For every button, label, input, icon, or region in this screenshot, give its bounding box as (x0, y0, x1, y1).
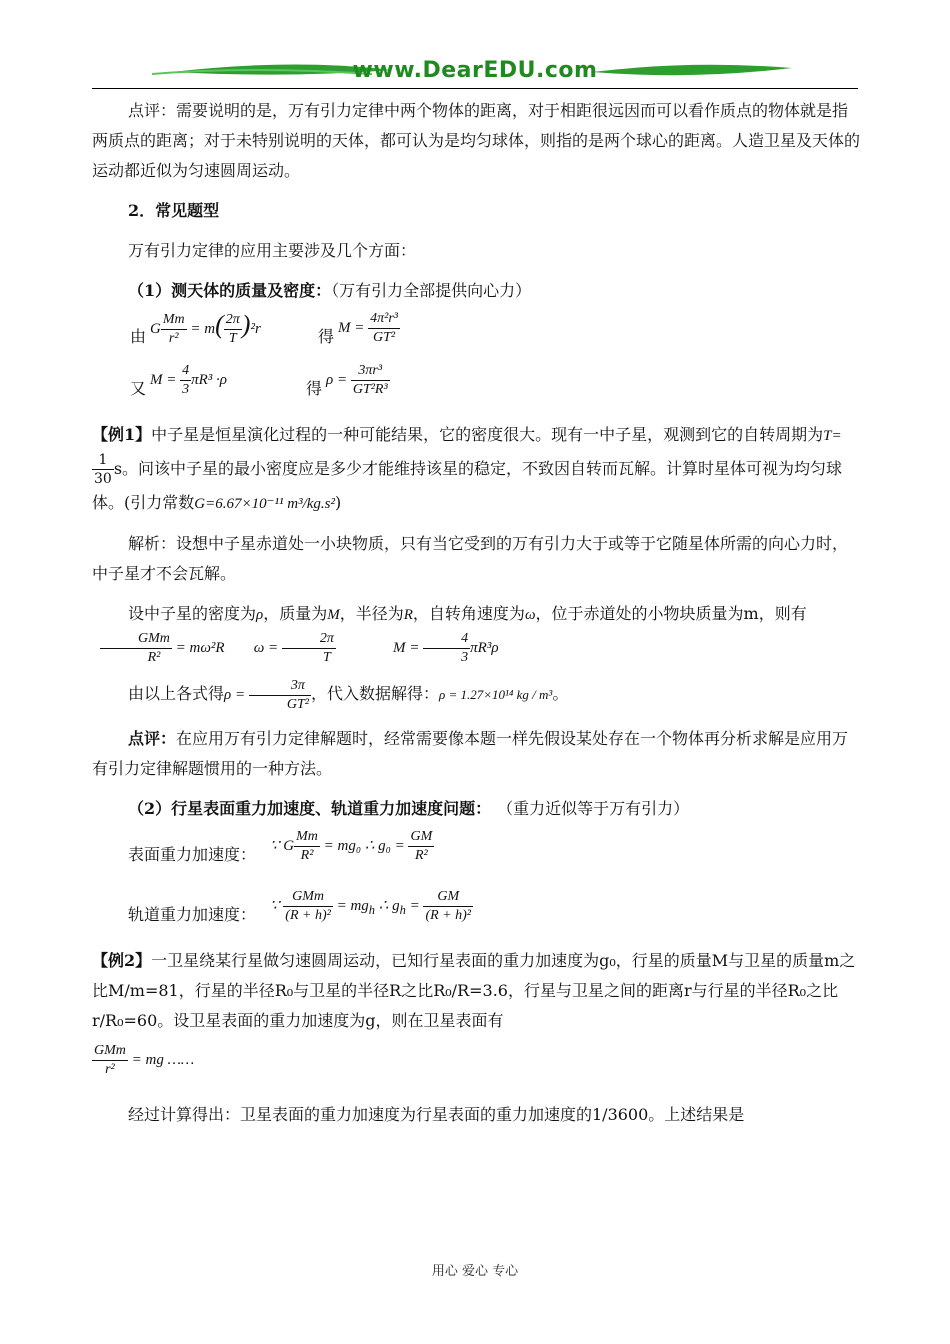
equation-example-2: $\frac{\text{GMm}}{\text{r²}}$ = mg …… (94, 1043, 195, 1077)
equation-density: 又 M = $\frac{4}{3}$ πR³ ·ρ 得 ρ = $\frac{\text{3πr³}}{\text{GT²R³}}$ (130, 363, 388, 398)
analysis-setup: 设中子星的密度为ρ，质量为M，半径为R，自转角速度为ω，位于赤道处的小物块质量为m，则有 $\frac{\text{GMm}}{\text{R²}}$ = mω²R ω = $\frac{2\pi}{T}$ M = $\frac{4}{3}$ πR³ρ (92, 599, 862, 667)
footer-text: 用心 爱心 专心 (431, 1264, 519, 1279)
analysis-result: 由以上各式得ρ = $\frac{3\pi}{\text{GT²}}$ ，代入数据解得：ρ = 1.27×10¹⁴ kg / m³。 (128, 678, 569, 712)
final-paragraph: 经过计算得出：卫星表面的重力加速度为行星表面的重力加速度的1/3600。上述结果是 (128, 1105, 745, 1124)
equation-surface-gravity: 表面重力加速度： ∵ G $\frac{Mm}{\text{R²}}$ = mg₀ ∴ g₀ = $\frac{GM}{\text{R²}}$ (128, 829, 433, 864)
example-1: 【例1】中子星是恒星演化过程的一种可能结果，它的密度很大。现有一中子星，观测到它的自转周期为T= $\frac{1}{30}$ s。问该中子星的最小密度应是多少才能维持该星的稳定，不致因自转而瓦解。计算时星体可视为均匀球体。(引力常数G=6.67×10⁻¹¹ m³/kg.s²) (92, 425, 843, 512)
intro-paragraph: 万有引力定律的应用主要涉及几个方面： (128, 241, 417, 260)
comment-2: 点评：在应用万有引力定律解题时，经常需要像本题一样先假设某处存在一个物体再分析求解是应用万有引力定律解题惯用的一种方法。 (92, 729, 849, 778)
example-2: 【例2】一卫星绕某行星做匀速圆周运动，已知行星表面的重力加速度为g₀，行星的质量M与卫星的质量m之比M/m=81，行星的半径R₀与卫星的半径R之比R₀/R=3.6，行星与卫星之间的距离r与行星的半径R₀之比r/R₀=60。设卫星表面的重力加速度为g，则在卫星表面有 (92, 951, 856, 1030)
site-logo-text[interactable]: www.DearEDU.com (352, 58, 598, 83)
equation-mass: 由 G $\frac{Mm}{\text{r²}}$ = m( $\frac{2\pi}{T}$ )²r 得 M = $\frac{\text{4π²r³}}{\text{GT²}}$ (130, 310, 398, 347)
analysis-paragraph: 解析：设想中子星赤道处一小块物质，只有当它受到的万有引力大于或等于它随星体所需的向心力时，中子星才不会瓦解。 (92, 534, 849, 583)
header-banner (92, 56, 858, 90)
equation-orbit-gravity: 轨道重力加速度： ∵ $\frac{\text{GMm}}{\text{(R + h)²}}$ = $mg_h$ ∴ $g_h$ = $\frac{GM}{\text{(R + h)²}}$ (128, 889, 471, 924)
header-rule (92, 88, 858, 89)
subsection-1-title: （1）测天体的质量及密度：（万有引力全部提供向心力） (128, 281, 532, 300)
subsection-2-title: （2）行星表面重力加速度、轨道重力加速度问题： （重力近似等于万有引力） (128, 799, 690, 818)
document-body (92, 96, 862, 1130)
section-title: 2．常见题型 (128, 201, 220, 220)
comment-paragraph: 点评：需要说明的是，万有引力定律中两个物体的距离，对于相距很远因而可以看作质点的物体就是指两质点的距离；对于未特别说明的天体，都可认为是均匀球体，则指的是两个球心的距离。人造卫星及天体的运动都近似为匀速圆周运动。 (92, 101, 861, 180)
